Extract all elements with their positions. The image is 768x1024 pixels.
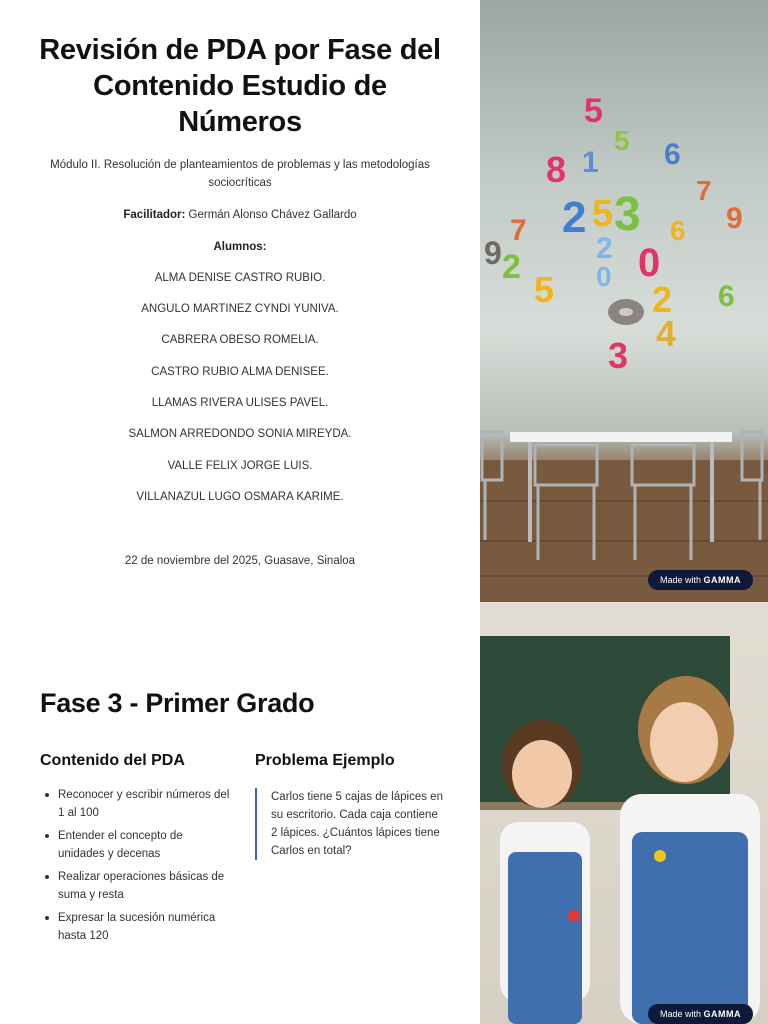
badge-brand: GAMMA (703, 575, 742, 585)
student-name: VILLANAZUL LUGO OSMARA KARIME. (136, 491, 344, 503)
digit: 2 (562, 193, 587, 242)
digit: 7 (696, 175, 712, 206)
digit: 6 (718, 280, 735, 313)
list-item: Reconocer y escribir números del 1 al 100 (40, 786, 230, 822)
badge-brand: GAMMA (703, 1009, 742, 1019)
student-name: SALMON ARREDONDO SONIA MIREYDA. (128, 428, 352, 440)
table-top (510, 432, 732, 442)
made-with-gamma-badge[interactable] (648, 570, 753, 590)
digit: 5 (614, 125, 630, 156)
digit: 0 (638, 241, 661, 285)
digit: 7 (510, 214, 527, 247)
date-place: 22 de noviembre del 2025, Guasave, Sinaloa (124, 555, 356, 567)
digit: 8 (546, 149, 567, 190)
badge-prefix: Made with (660, 1009, 702, 1019)
student-name: LLAMAS RIVERA ULISES PAVEL. (151, 397, 329, 409)
digit: 3 (614, 188, 641, 241)
floating-digits (484, 92, 743, 376)
list-item: Expresar la sucesión numérica hasta 120 (40, 909, 230, 945)
title-line-2: Contenido Estudio de (93, 70, 387, 102)
classroom-illustration (480, 0, 768, 602)
students-label: Alumnos: (213, 241, 267, 253)
phase-title: Fase 3 - Primer Grado (40, 688, 315, 718)
presentation-title (30, 32, 450, 140)
example-problem-text: Carlos tiene 5 cajas de lápices en su escritorio. Cada caja contiene 2 lápices. ¿Cuántos lápices tiene Carlos en total? (255, 788, 445, 860)
pda-content-heading: Contenido del PDA (40, 752, 185, 769)
title-slide-text-panel (0, 0, 480, 602)
digit: 3 (608, 335, 629, 376)
facilitator-name: Germán Alonso Chávez Gallardo (188, 209, 357, 221)
digit: 1 (582, 146, 599, 179)
digit: 9 (726, 202, 743, 235)
digit: 6 (670, 215, 686, 246)
digit: 2 (502, 248, 521, 286)
digit: 5 (592, 193, 614, 235)
title-line-1: Revisión de PDA por Fase del (39, 34, 441, 66)
example-problem-heading: Problema Ejemplo (255, 752, 395, 769)
list-item: Entender el concepto de unidades y decenas (40, 827, 230, 863)
girl-left (500, 720, 590, 1024)
toy-piece (568, 910, 580, 922)
student-name: ALMA DENISE CASTRO RUBIO. (154, 272, 326, 284)
badge-prefix: Made with (660, 575, 702, 585)
digit: 2 (652, 279, 673, 320)
digit: 6 (664, 138, 681, 171)
student-name: CABRERA OBESO ROMELIA. (161, 334, 319, 346)
student-name: VALLE FELIX JORGE LUIS. (167, 460, 313, 472)
girls-classroom-image (480, 602, 768, 1024)
toy-piece (654, 850, 666, 862)
floating-numbers-classroom-image (480, 0, 768, 602)
list-item: Realizar operaciones básicas de suma y resta (40, 868, 230, 904)
facilitator-label: Facilitador: (123, 209, 186, 221)
student-name: CASTRO RUBIO ALMA DENISEE. (151, 366, 329, 378)
student-name: ANGULO MARTINEZ CYNDI YUNIVA. (141, 303, 339, 315)
girl-right (620, 676, 760, 1024)
digit: 0 (596, 261, 612, 292)
digit: 9 (484, 235, 502, 271)
girls-illustration (480, 602, 768, 1024)
module-subtitle: Módulo II. Resolución de planteamientos de problemas y las metodologías sociocríticas (50, 159, 430, 189)
title-line-3: Números (178, 106, 302, 138)
facilitator-line (20, 207, 460, 223)
digit: 5 (584, 92, 603, 130)
pda-content-list (40, 786, 230, 950)
digit: 5 (534, 269, 555, 310)
phase3-slide (0, 602, 768, 1024)
digit: 4 (656, 313, 677, 354)
digit: 2 (596, 232, 613, 265)
made-with-gamma-badge[interactable] (648, 1004, 753, 1024)
